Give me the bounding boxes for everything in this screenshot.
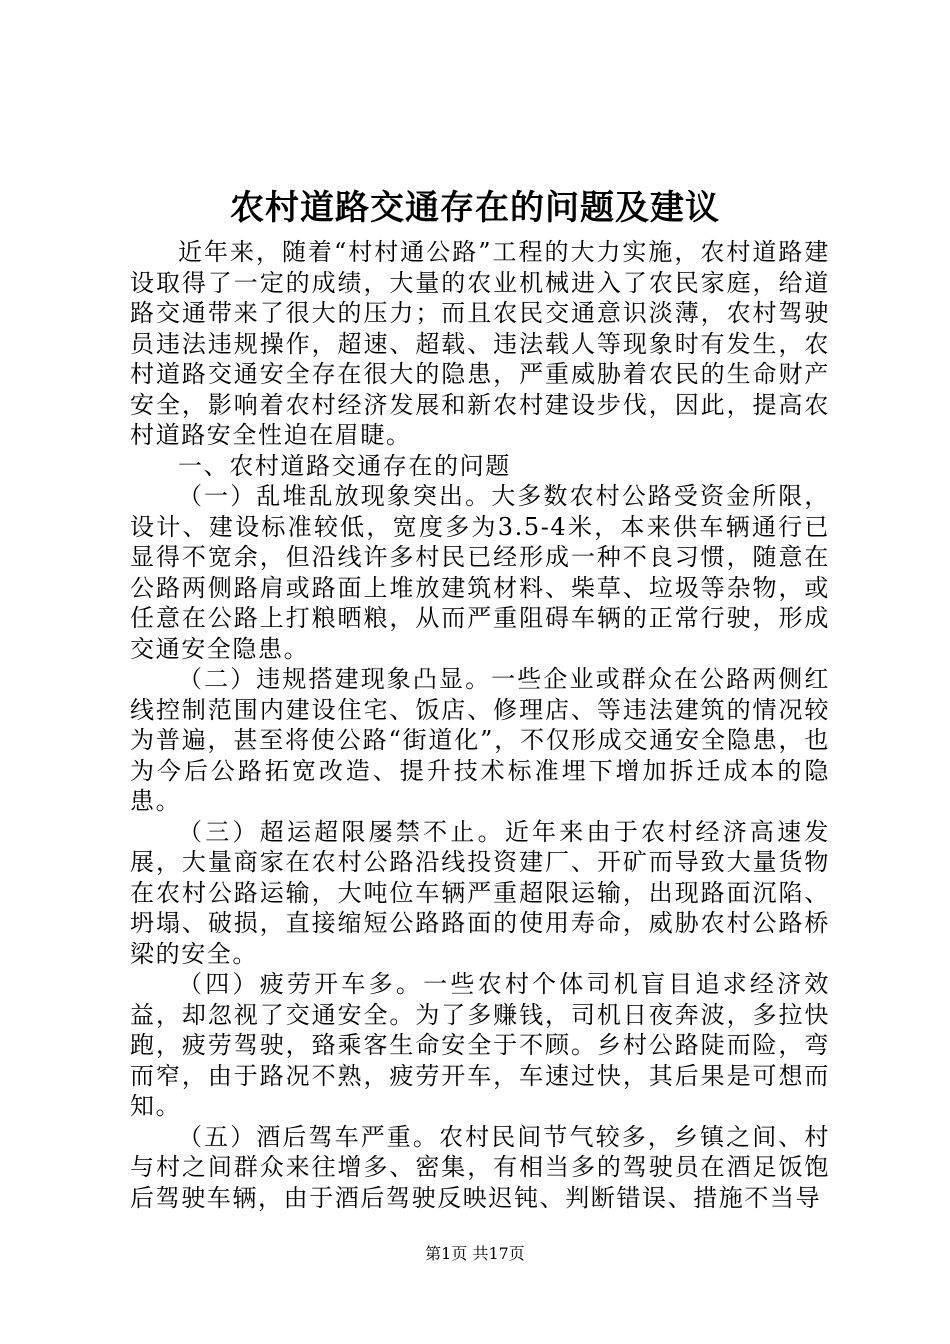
document-title: 农村道路交通存在的问题及建议 xyxy=(230,188,720,228)
paragraph-item-3: （三）超运超限屡禁不止。近年来由于农村经济高速发展，大量商家在农村公路沿线投资建厂、开矿而导致大量货物在农村公路运输，大吨位车辆严重超限运输，出现路面沉陷、坍塌、破损，直接缩短公路路面的使用寿命，威胁农村公路桥梁的安全。 xyxy=(130,817,830,968)
paragraph-item-1: （一）乱堆乱放现象突出。大多数农村公路受资金所限，设计、建设标准较低，宽度多为3.5-4米，本来供车辆通行已显得不宽余，但沿线许多村民已经形成一种不良习惯，随意在公路两侧路肩或路面上堆放建筑材料、柴草、垃圾等杂物，或任意在公路上打粮晒粮，从而严重阻碍车辆的正常行驶，形成交通安全隐患。 xyxy=(130,482,830,663)
section-heading: 一、农村道路交通存在的问题 xyxy=(178,451,511,480)
paragraph-intro: 近年来，随着“村村通公路”工程的大力实施，农村道路建设取得了一定的成绩，大量的农业机械进入了农民家庭，给道路交通带来了很大的压力；而且农民交通意识淡薄，农村驾驶员违法违规操作，超速、超载、违法载人等现象时有发生，农村道路交通安全存在很大的隐患，严重威胁着农民的生命财产安全，影响着农村经济发展和新农村建设步伐，因此，提高农村道路安全性迫在眉睫。 xyxy=(130,238,830,449)
paragraph-item-4: （四）疲劳开车多。一些农村个体司机盲目追求经济效益，却忽视了交通安全。为了多赚钱，司机日夜奔波，多拉快跑，疲劳驾驶，臵乘客生命安全于不顾。乡村公路陡而险，弯而窄，由于路况不熟，疲劳开车，车速过快，其后果是可想而知。 xyxy=(130,970,830,1120)
paragraph-item-5: （五）酒后驾车严重。农村民间节气较多，乡镇之间、村与村之间群众来往增多、密集，有相当多的驾驶员在酒足饭饱后驾驶车辆，由于酒后驾驶反映迟钝、判断错误、措施不当导 xyxy=(130,1122,830,1212)
page-footer: 第1页 共17页 xyxy=(425,1244,525,1263)
paragraph-item-2: （二）违规搭建现象凸显。一些企业或群众在公路两侧红线控制范围内建设住宅、饭店、修理店、等违法建筑的情况较为普遍，甚至将使公路“街道化”，不仅形成交通安全隐患，也为今后公路拓宽改造、提升技术标准埋下增加拆迁成本的隐患。 xyxy=(130,665,830,815)
document-body xyxy=(130,237,830,1213)
